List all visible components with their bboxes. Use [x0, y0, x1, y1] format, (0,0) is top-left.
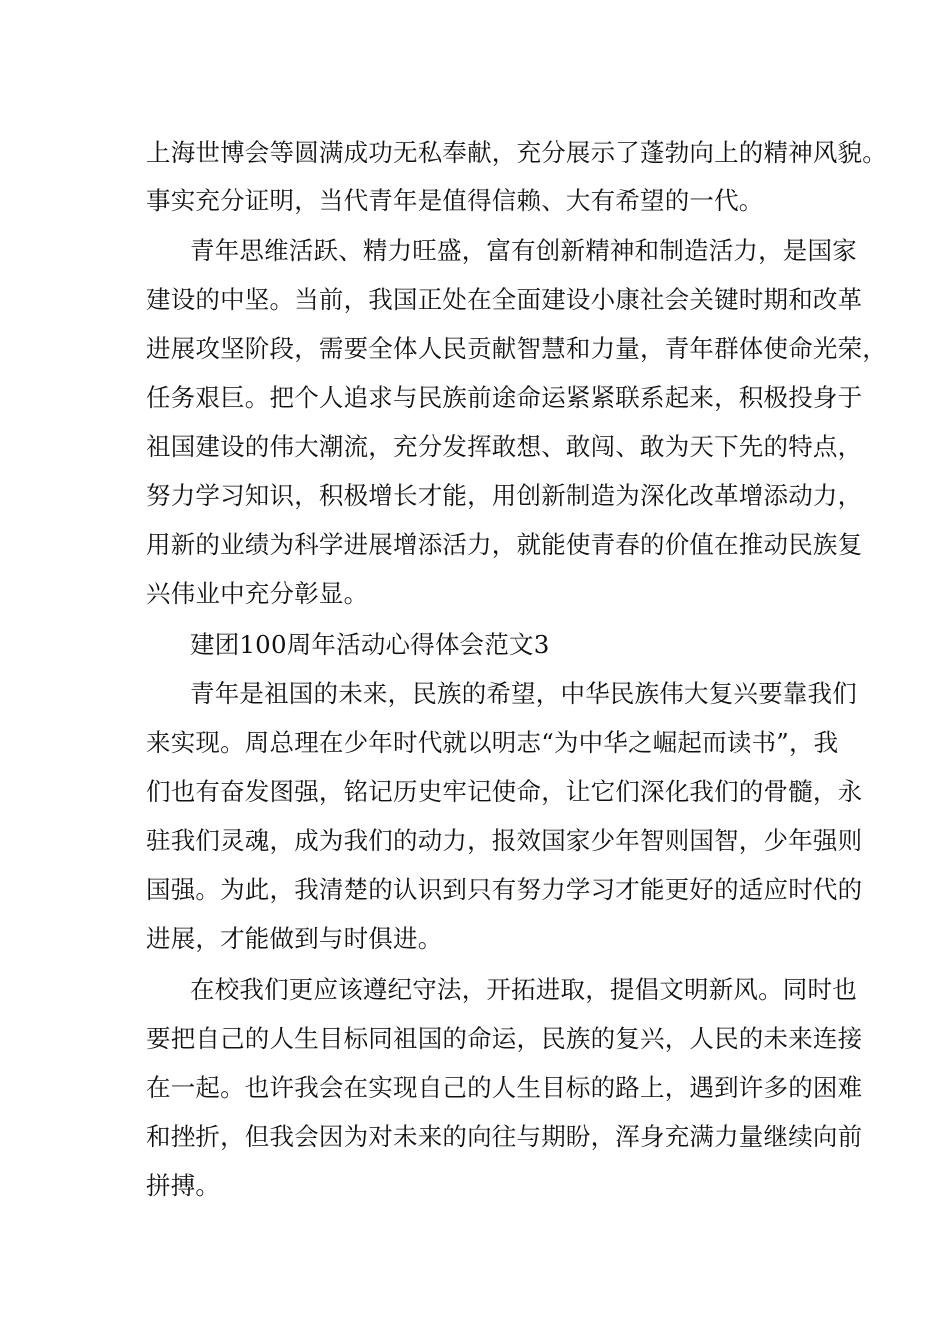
paragraph-start-line: 青年思维活跃、精力旺盛，富有创新精神和制造活力，是国家 [190, 236, 857, 265]
text-line: 事实充分证明，当代青年是值得信赖、大有希望的一代。 [146, 186, 764, 215]
text-line: 进展，才能做到与时俱进。 [146, 924, 443, 953]
text-line: 兴伟业中充分彰显。 [146, 579, 369, 608]
text-line: 任务艰巨。把个人追求与民族前途命运紧紧联系起来，积极投身于 [146, 383, 863, 412]
text-line: 们也有奋发图强，铭记历史牢记使命，让它们深化我们的骨髓，永 [146, 777, 863, 806]
text-line: 祖国建设的伟大潮流，充分发挥敢想、敢闯、敢为天下先的特点， [146, 432, 863, 461]
text-line: 建设的中坚。当前，我国正处在全面建设小康社会关键时期和改革 [146, 285, 863, 314]
text-line: 要把自己的人生目标同祖国的命运，民族的复兴，人民的未来连接 [146, 1024, 863, 1053]
text-line: 来实现。周总理在少年时代就以明志“为中华之崛起而读书”，我 [146, 728, 839, 757]
text-line: 国强。为此，我清楚的认识到只有努力学习才能更好的适应时代的 [146, 875, 863, 904]
text-line: 进展攻坚阶段，需要全体人民贡献智慧和力量，青年群体使命光荣， [146, 334, 887, 363]
text-line: 拼搏。 [146, 1171, 221, 1200]
text-line: 努力学习知识，积极增长才能，用创新制造为深化改革增添动力， [146, 481, 863, 510]
text-line: 在一起。也许我会在实现自己的人生目标的路上，遇到许多的困难 [146, 1073, 863, 1102]
paragraph-start-line: 青年是祖国的未来，民族的希望，中华民族伟大复兴要靠我们 [190, 679, 857, 708]
paragraph-start-line: 在校我们更应该遵纪守法，开拓进取，提倡文明新风。同时也 [190, 975, 857, 1004]
section-heading: 建团100周年活动心得体会范文3 [190, 630, 550, 659]
text-line: 用新的业绩为科学进展增添活力，就能使青春的价值在推动民族复 [146, 530, 863, 559]
text-line: 上海世博会等圆满成功无私奉献，充分展示了蓬勃向上的精神风貌。 [146, 138, 887, 167]
text-line: 驻我们灵魂，成为我们的动力，报效国家少年智则国智，少年强则 [146, 826, 863, 855]
text-line: 和挫折，但我会因为对未来的向往与期盼，浑身充满力量继续向前 [146, 1122, 863, 1151]
